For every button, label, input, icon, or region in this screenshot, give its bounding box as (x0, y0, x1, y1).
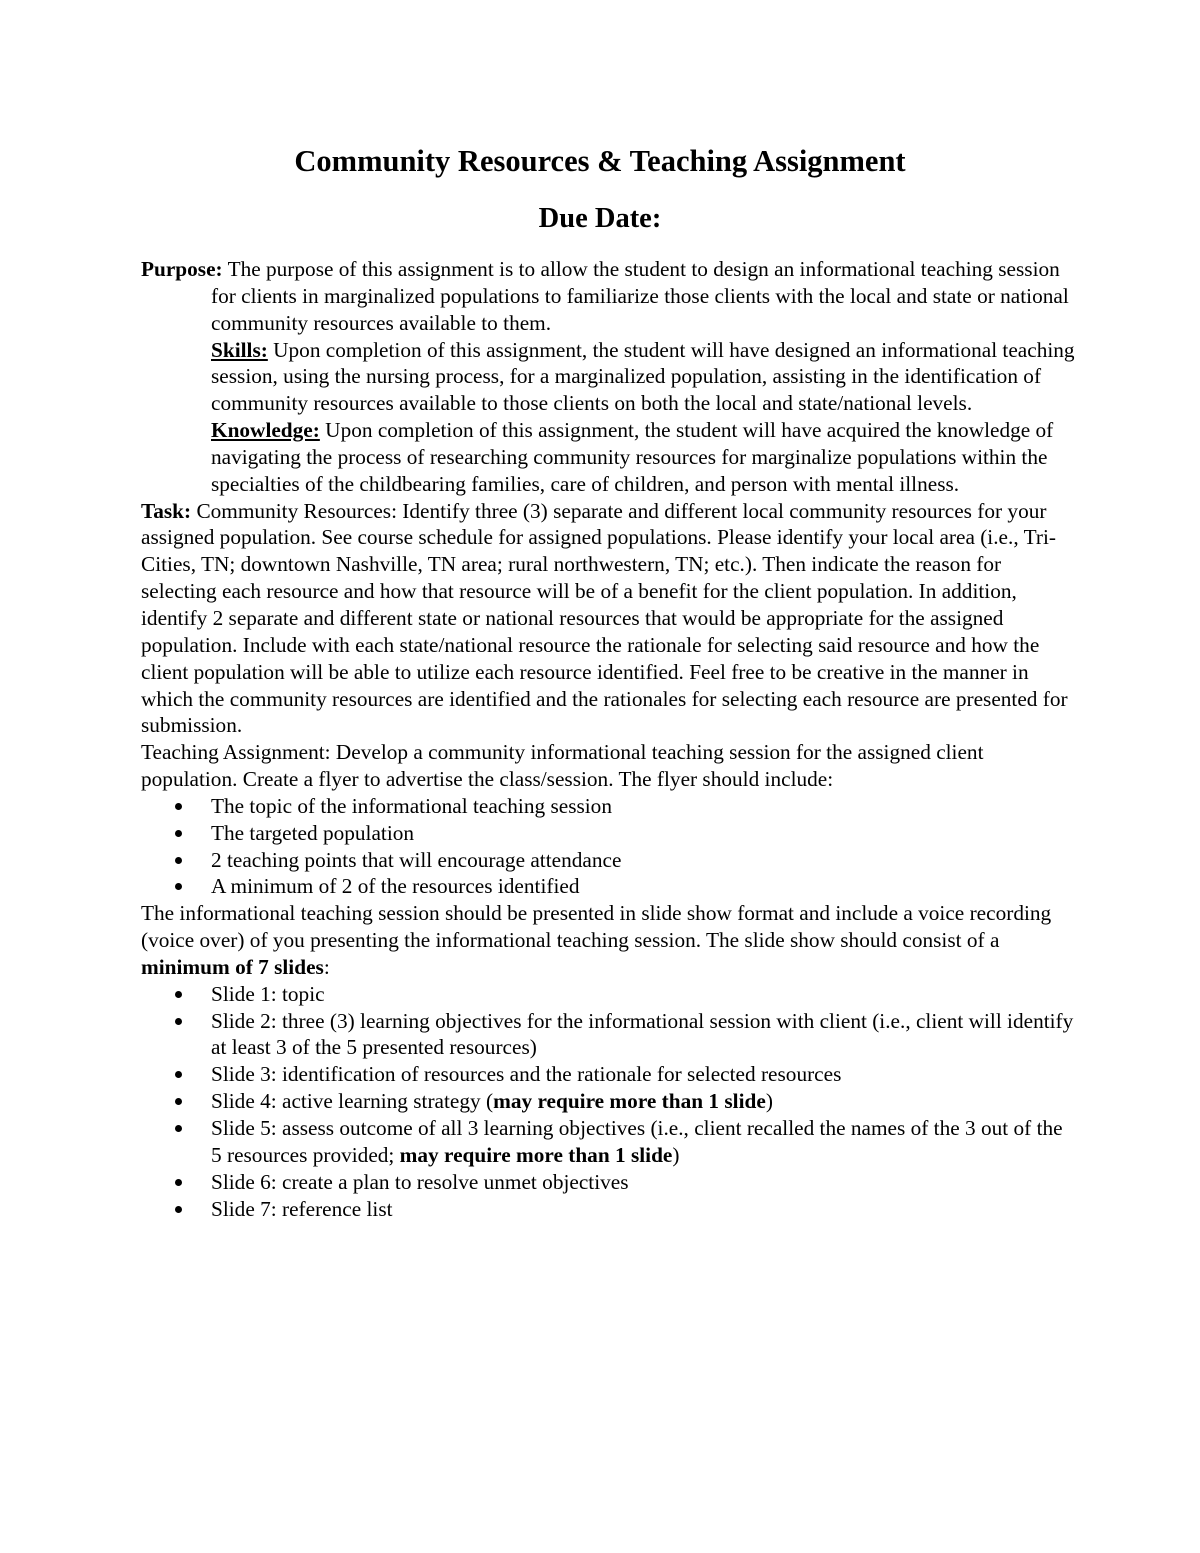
bullet-icon (175, 1179, 182, 1186)
bullet-icon (175, 883, 182, 890)
slideshow-minimum: minimum of 7 slides (141, 954, 324, 979)
knowledge-text: Upon completion of this assignment, the student will have acquired the knowledge of navigating the process of researching community resources for marginalize populations within the specialties of the childbearing families, care of children, and person with mental illness. (211, 418, 1054, 496)
list-item: The topic of the informational teaching session (141, 793, 1076, 820)
slideshow-paragraph: The informational teaching session should be presented in slide show format and include a voice recording (voice over) of you presenting the informational teaching session. The slide show should consist of a minimum of 7 slides: (141, 901, 1052, 979)
list-item: Slide 1: topic (141, 981, 1076, 1008)
list-item: Slide 3: identification of resources and the rationale for selected resources (141, 1061, 1076, 1088)
knowledge-label: Knowledge: (211, 418, 320, 443)
task-label: Task: (141, 498, 192, 523)
bullet-icon (175, 991, 182, 998)
bullet-icon (175, 830, 182, 837)
flyer-list (141, 793, 1076, 900)
list-item: Slide 6: create a plan to resolve unmet objectives (141, 1169, 1076, 1196)
bullet-icon (175, 1125, 182, 1132)
list-item: The targeted population (141, 820, 1076, 847)
teaching-assignment-paragraph: Teaching Assignment: Develop a community informational teaching session for the assigned client population. Create a flyer to advertise the class/session. The flyer should include: (141, 740, 984, 792)
bullet-icon (175, 1098, 182, 1105)
list-item: Slide 7: reference list (141, 1196, 1076, 1223)
skills-paragraph (141, 337, 1076, 418)
list-item: Slide 4: active learning strategy (may require more than 1 slide) (141, 1088, 1076, 1115)
knowledge-paragraph (141, 417, 1076, 498)
due-date-heading: Due Date: (538, 203, 662, 234)
slides-list (141, 981, 1076, 1223)
task-text: Community Resources: Identify three (3) separate and different local community resources for your assigned population. See course schedule for assigned populations. Please identify your local area (i.e., Tri-Cities, TN; downtown Nashville, TN area; rural northwestern, TN; etc.). Then indicate the reason for selecting each resource and how that resource will be of a benefit for the client population. In addition, identify 2 separate and different state or national resources that would be appropriate for the assigned population. Include with each state/national resource the rationale for selecting said resource and how the client population will be able to utilize each resource identified. Feel free to be creative in the manner in which the community resources are identified and the rationales for selecting each resource are presented for submission. (141, 498, 1068, 738)
skills-text: Upon completion of this assignment, the student will have designed an informational teaching session, using the nursing process, for a marginalized population, assisting in the identification of community resources available to those clients on both the local and state/national levels. (211, 337, 1075, 416)
list-item: 2 teaching points that will encourage attendance (141, 847, 1076, 874)
document-title: Community Resources & Teaching Assignment (294, 144, 906, 178)
list-item: A minimum of 2 of the resources identified (141, 873, 1076, 900)
bullet-icon (175, 857, 182, 864)
list-item: Slide 2: three (3) learning objectives for the informational session with client (i.e., client will identify at least 3 of the 5 presented resources) (141, 1008, 1076, 1062)
skills-label: Skills: (211, 337, 268, 362)
list-item: Slide 5: assess outcome of all 3 learning objectives (i.e., client recalled the names of the 3 out of the 5 resources provided; may require more than 1 slide) (141, 1115, 1076, 1169)
purpose-text: The purpose of this assignment is to allow the student to design an informational teaching session for clients in marginalized populations to familiarize those clients with the local and state or national community resources available to them. (211, 257, 1069, 335)
bullet-icon (175, 803, 182, 810)
document-body (141, 256, 1076, 1222)
bullet-icon (175, 1206, 182, 1213)
bullet-icon (175, 1071, 182, 1078)
purpose-label: Purpose: (141, 257, 223, 281)
task-paragraph (141, 498, 1076, 740)
purpose-paragraph (141, 256, 1076, 337)
bullet-icon (175, 1018, 182, 1025)
